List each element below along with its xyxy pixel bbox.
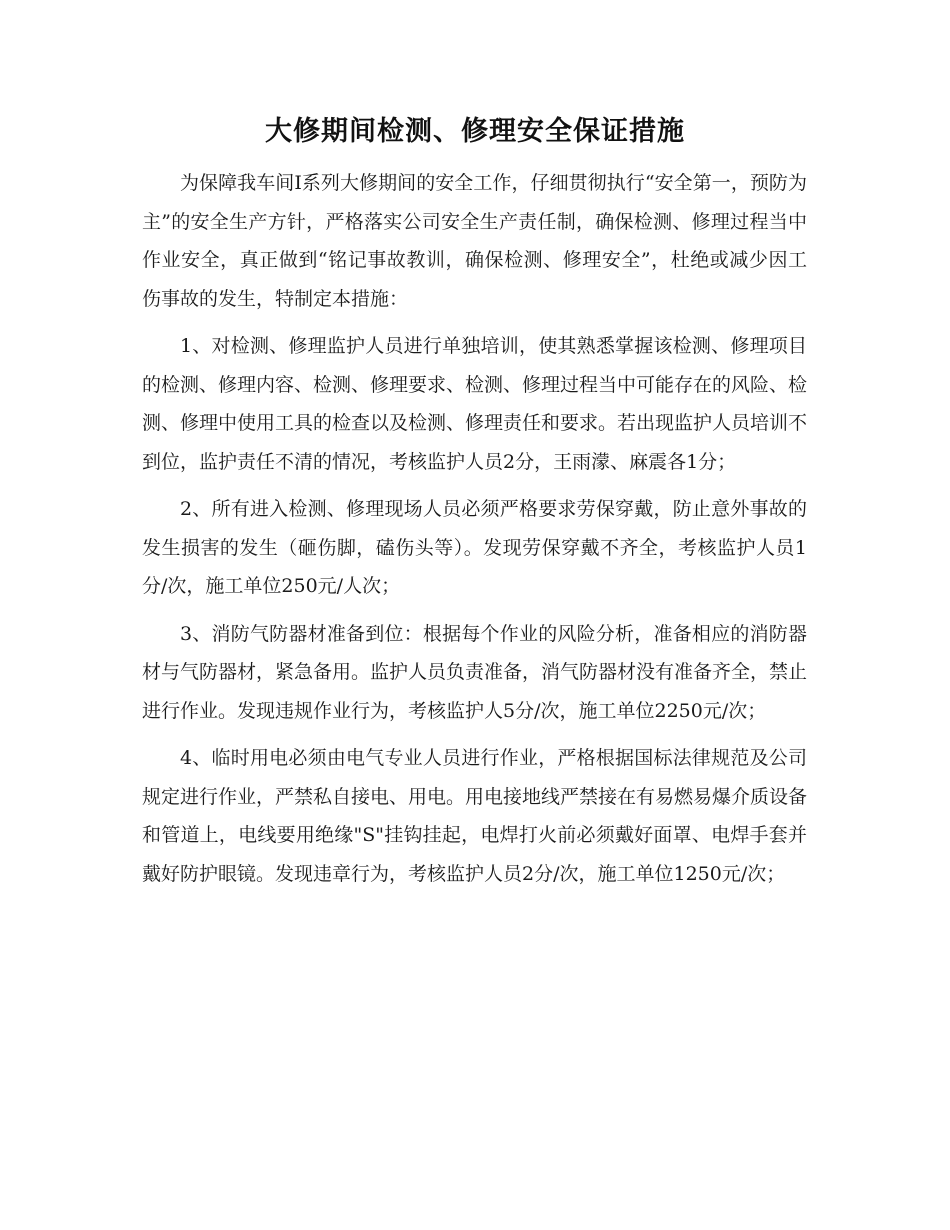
measure-1-paragraph: 1、对检测、修理监护人员进行单独培训，使其熟悉掌握该检测、修理项目的检测、修理内容、检测、修理要求、检测、修理过程当中可能存在的风险、检测、修理中使用工具的检查以及检测、修理责任和要求。若出现监护人员培训不到位，监护责任不清的情况，考核监护人员2分，王雨濛、麻震各1分； — [142, 335, 808, 473]
measure-4-paragraph: 4、临时用电必须由电气专业人员进行作业，严格根据国标法律规范及公司规定进行作业，严禁私自接电、用电。用电接地线严禁接在有易燃易爆介质设备和管道上，电线要用绝缘"S"挂钩挂起，电焊打火前必须戴好面罩、电焊手套并戴好防护眼镜。发现违章行为，考核监护人员2分/次，施工单位1250元/次； — [142, 747, 808, 885]
document-title: 大修期间检测、修理安全保证措施 — [265, 116, 685, 147]
document-body — [142, 164, 807, 902]
measure-2-paragraph: 2、所有进入检测、修理现场人员必须严格要求劳保穿戴，防止意外事故的发生损害的发生（砸伤脚，磕伤头等）。发现劳保穿戴不齐全，考核监护人员1分/次，施工单位250元/人次； — [142, 498, 807, 597]
intro-paragraph: 为保障我车间Ⅰ系列大修期间的安全工作，仔细贯彻执行“安全第一，预防为主”的安全生产方针，严格落实公司安全生产责任制，确保检测、修理过程当中作业安全，真正做到“铭记事故教训，确保检测、修理安全”，杜绝或减少因工伤事故的发生，特制定本措施： — [142, 172, 807, 310]
measure-3-paragraph: 3、消防气防器材准备到位：根据每个作业的风险分析，准备相应的消防器材与气防器材，紧急备用。监护人员负责准备，消气防器材没有准备齐全，禁止进行作业。发现违规作业行为，考核监护人5分/次，施工单位2250元/次； — [142, 622, 808, 722]
